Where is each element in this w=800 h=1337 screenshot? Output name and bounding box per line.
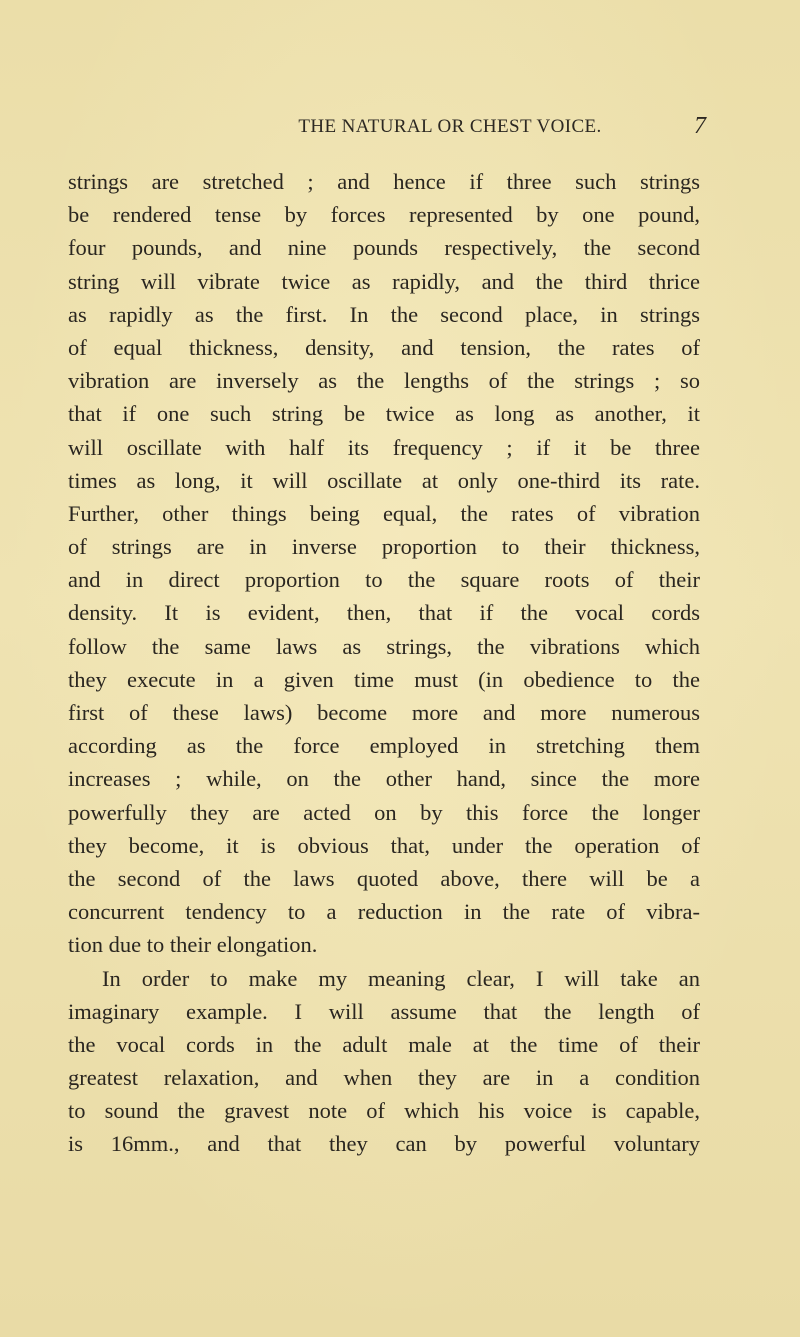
text-line: of equal thickness, density, and tension, the rates of bbox=[68, 334, 700, 360]
paragraph-end-line: tion due to their elongation. bbox=[68, 932, 318, 958]
text-line: greatest relaxation, and when they are in a condition bbox=[68, 1065, 700, 1091]
text-line: the vocal cords in the adult male at the time of their bbox=[68, 1031, 700, 1057]
text-line: as rapidly as the first. In the second place, in strings bbox=[68, 301, 700, 327]
text-line: according as the force employed in stretching them bbox=[68, 733, 700, 759]
text-line: density. It is evident, then, that if the vocal cords bbox=[68, 600, 700, 626]
running-head: THE NATURAL OR CHEST VOICE. bbox=[298, 116, 602, 137]
text-line: to sound the gravest note of which his voice is capable, bbox=[68, 1098, 700, 1124]
text-line: powerfully they are acted on by this force the longer bbox=[68, 799, 700, 825]
text-line: is 16mm., and that they can by powerful voluntary bbox=[68, 1131, 700, 1157]
text-line: four pounds, and nine pounds respectively, the second bbox=[68, 235, 700, 261]
text-line: Further, other things being equal, the rates of vibration bbox=[68, 500, 700, 526]
page-number: 7 bbox=[694, 113, 706, 139]
text-line: vibration are inversely as the lengths of the strings ; so bbox=[68, 368, 700, 394]
text-line: concurrent tendency to a reduction in the rate of vibra- bbox=[68, 899, 700, 925]
text-line: they execute in a given time must (in obedience to the bbox=[68, 666, 700, 692]
text-line: they become, it is obvious that, under the operation of bbox=[68, 832, 700, 858]
text-line: times as long, it will oscillate at only one-third its rate. bbox=[68, 467, 700, 493]
text-line: will oscillate with half its frequency ; if it be three bbox=[68, 434, 700, 460]
paragraph-start-line: In order to make my meaning clear, I will take an bbox=[102, 965, 700, 991]
text-line: of strings are in inverse proportion to their thickness, bbox=[68, 534, 700, 560]
text-line: be rendered tense by forces represented by one pound, bbox=[68, 202, 700, 228]
text-line: that if one such string be twice as long as another, it bbox=[68, 401, 700, 427]
text-line: increases ; while, on the other hand, since the more bbox=[68, 766, 700, 792]
text-line: the second of the laws quoted above, there will be a bbox=[68, 865, 700, 891]
text-line: imaginary example. I will assume that the length of bbox=[68, 998, 700, 1024]
text-line: string will vibrate twice as rapidly, and the third thrice bbox=[68, 268, 700, 294]
text-line: strings are stretched ; and hence if three such strings bbox=[68, 169, 700, 194]
text-line: and in direct proportion to the square roots of their bbox=[68, 567, 700, 593]
body-text bbox=[68, 165, 700, 1161]
text-line: first of these laws) become more and more numerous bbox=[68, 700, 700, 725]
text-line: follow the same laws as strings, the vibrations which bbox=[68, 633, 700, 659]
